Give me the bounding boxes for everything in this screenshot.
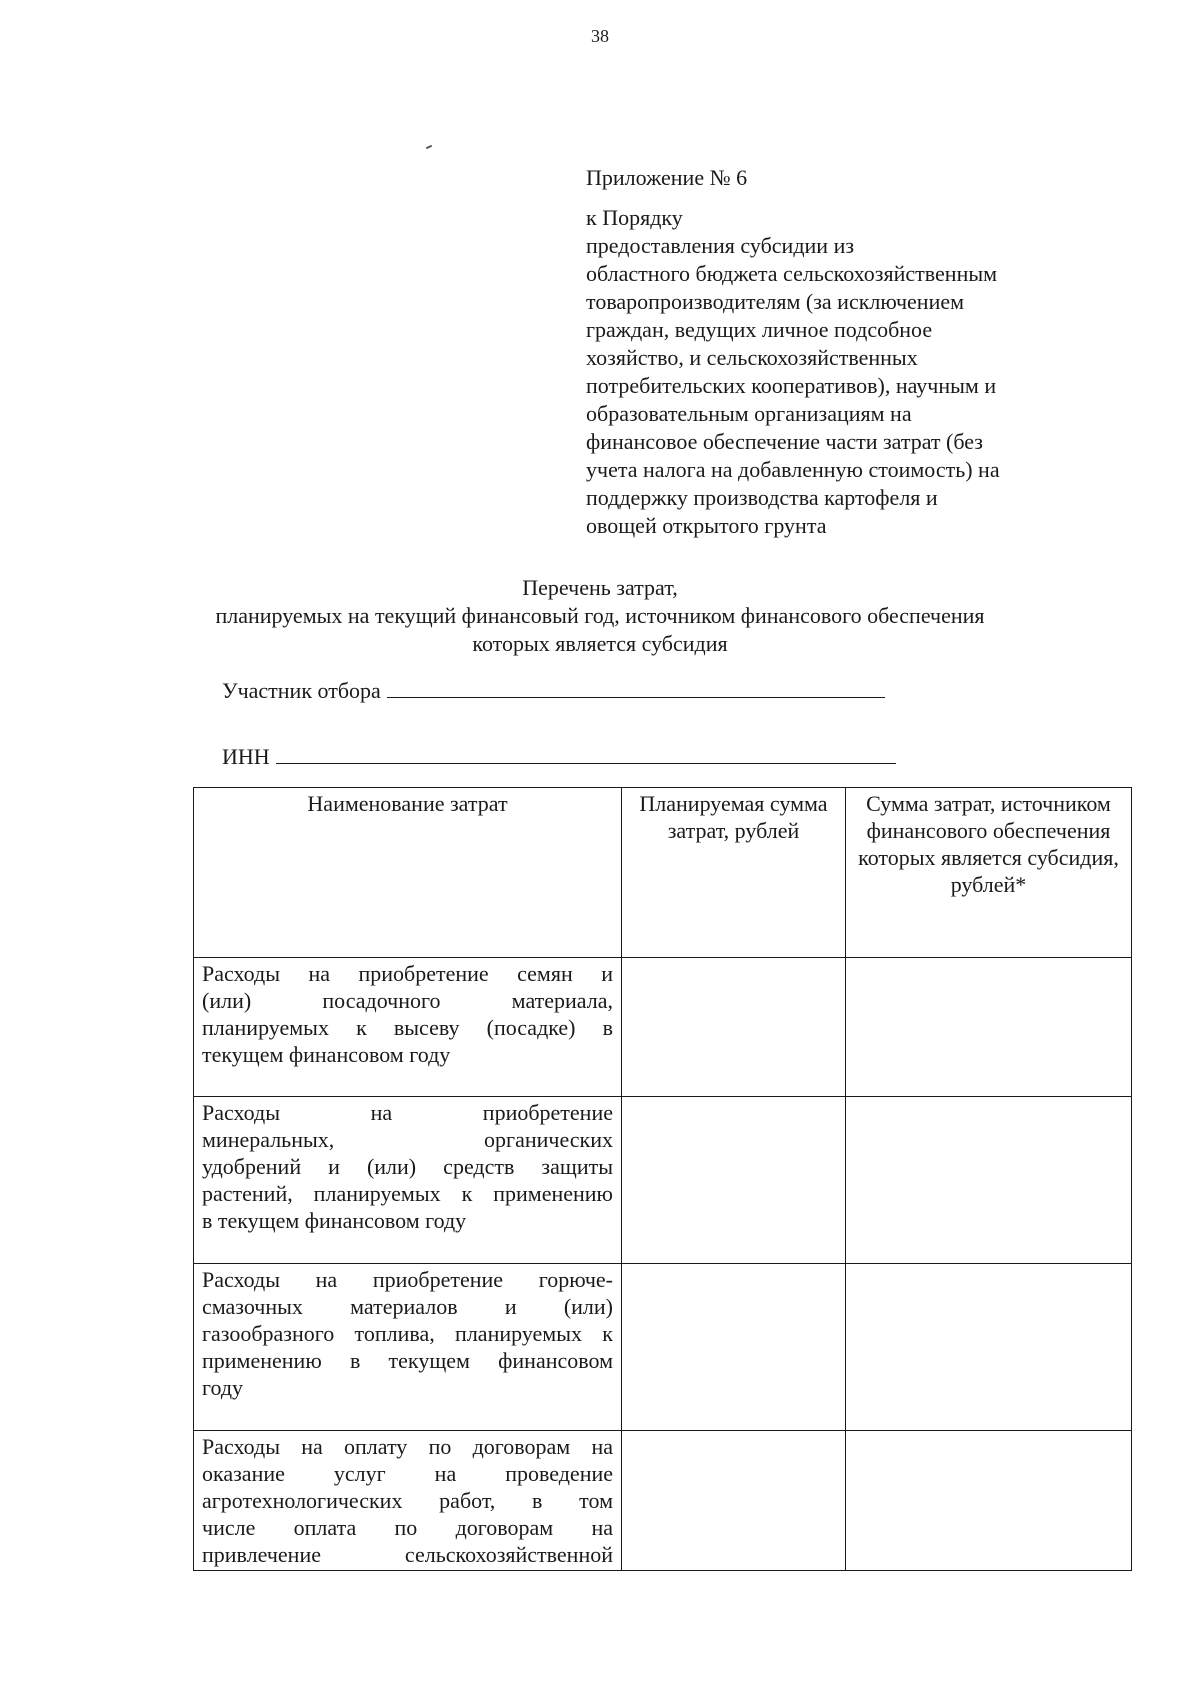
appendix-line: областного бюджета сельскохозяйственным [586,261,998,286]
subsidy-sum-cell[interactable] [846,1431,1132,1571]
table-row [194,958,1132,1097]
subsidy-sum-cell[interactable] [846,1264,1132,1431]
subsidy-sum-cell[interactable] [846,1097,1132,1264]
scan-mark [426,145,432,149]
planned-sum-cell[interactable] [622,1431,846,1571]
appendix-line: граждан, ведущих личное подсобное [586,317,933,342]
planned-sum-cell[interactable] [622,1264,846,1431]
cost-name-line: привлечение сельскохозяйственной [202,1542,613,1567]
cost-name-line: удобрений и (или) средств защиты [202,1154,613,1179]
cost-name-line: растений, планируемых к применению [202,1181,613,1206]
cost-name-line: Расходы на приобретение горюче- [202,1267,613,1292]
cost-name-line: минеральных, органических [202,1127,613,1152]
document-heading [0,574,1200,658]
cost-name-line: Расходы на приобретение семян и [202,961,613,986]
cost-name-line: применению в текущем финансовом [202,1348,613,1373]
header-cost-name: Наименование затрат [194,788,622,958]
inn-blank-line[interactable] [276,743,896,764]
appendix-line: образовательным организациям на [586,401,912,426]
cost-name-line: году [202,1375,244,1400]
planned-sum-cell[interactable] [622,958,846,1097]
page-number: 38 [591,26,609,46]
cost-name-line: Расходы на оплату по договорам на [202,1434,613,1459]
cost-name-line: Расходы на приобретение [202,1100,613,1125]
cost-name-line: оказание услуг на проведение [202,1461,613,1486]
table-header-row [194,788,1132,958]
inn-label: ИНН [222,744,270,769]
cost-name-line: газообразного топлива, планируемых к [202,1321,613,1346]
planned-sum-cell[interactable] [622,1097,846,1264]
cost-name-line: текущем финансовом году [202,1042,451,1067]
appendix-title: Приложение № 6 [586,165,748,190]
cost-name-cell [194,1097,622,1264]
appendix-line: овощей открытого грунта [586,513,827,538]
appendix-line: учета налога на добавленную стоимость) на [586,457,1000,482]
cost-name-line: числе оплата по договорам на [202,1515,613,1540]
participant-label: Участник отбора [222,678,381,703]
table-row [194,1097,1132,1264]
cost-name-line: планируемых к высеву (посадке) в [202,1015,613,1040]
inn-field [222,743,896,771]
cost-name-line: (или) посадочного материала, [202,988,613,1013]
appendix-line: товаропроизводителям (за исключением [586,289,965,314]
table-row [194,1264,1132,1431]
cost-name-line: смазочных материалов и (или) [202,1294,613,1319]
costs-table [193,787,1132,1571]
subsidy-sum-cell[interactable] [846,958,1132,1097]
participant-blank-line[interactable] [387,677,885,698]
header-planned-sum: Планируемая сумма затрат, рублей [622,788,846,958]
cost-name-cell [194,1264,622,1431]
header-subsidy-sum: Сумма затрат, источником финансового обеспечения которых является субсидия, рублей* [846,788,1132,958]
appendix-line: поддержку производства картофеля и [586,485,938,510]
appendix-line: потребительских кооперативов), научным и [586,373,997,398]
appendix-block [586,164,1106,540]
cost-name-line: агротехнологических работ, в том [202,1488,613,1513]
participant-field [222,677,885,705]
heading-line: Перечень затрат, [522,575,678,600]
heading-line: которых является субсидия [472,631,728,656]
appendix-line: хозяйство, и сельскохозяйственных [586,345,918,370]
cost-name-cell [194,1431,622,1571]
appendix-line: к Порядку [586,205,683,230]
heading-line: планируемых на текущий финансовый год, источником финансового обеспечения [215,603,985,628]
cost-name-line: в текущем финансовом году [202,1208,467,1233]
appendix-line: финансовое обеспечение части затрат (без [586,429,983,454]
cost-name-cell [194,958,622,1097]
table-row [194,1431,1132,1571]
appendix-line: предоставления субсидии из [586,233,855,258]
